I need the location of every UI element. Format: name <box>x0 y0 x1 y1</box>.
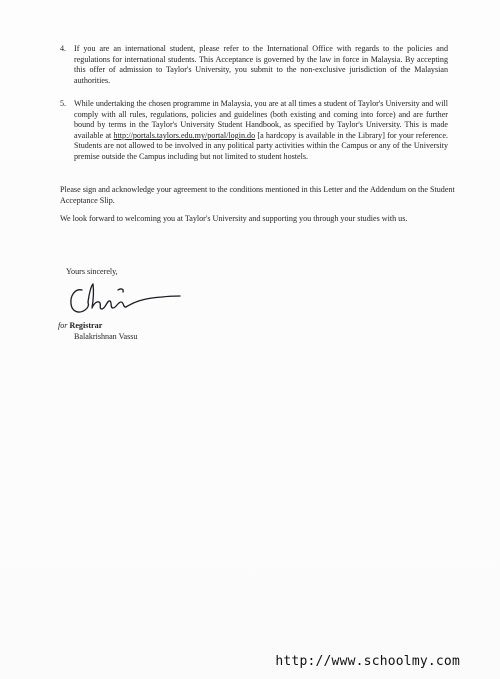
watermark-url: http://www.schoolmy.com <box>275 654 460 669</box>
clause-4 <box>60 44 448 86</box>
signatory-name: Balakrishnan Vassu <box>74 332 138 341</box>
clause-number: 5. <box>60 99 67 108</box>
clause-number: 4. <box>60 44 67 53</box>
welcome-paragraph: We look forward to welcoming you at Taylor's University and supporting you through your studies with us. <box>60 214 408 223</box>
sign-request-paragraph: Please sign and acknowledge your agreement to the conditions mentioned in this Letter and the Addendum on the Student Acceptance Slip. <box>60 185 455 205</box>
clause-text: If you are an international student, please refer to the International Office with regards to the policies and regulations for international students. This Acceptance is governed by the law in force in Malaysia. By accepting this offer of admission to Taylor's University, you submit to the non-exclusive jurisdiction of the Malaysian authorities. <box>74 44 448 85</box>
clause-text-part: [a hardcopy is available in the Library] for your reference. Students are not allowed to be involved in any political party activities within the Campus or any of the University premise outside the Campus including but not limited to student hostels. <box>74 130 448 161</box>
closing-salutation: Yours sincerely, <box>66 267 118 276</box>
clause-5 <box>60 99 448 163</box>
student-portal-link[interactable]: http://portals.taylors.edu.my/portal/login.do <box>113 130 256 140</box>
for-label: for <box>58 321 68 330</box>
signatory-title-line <box>58 321 102 330</box>
clause-text <box>74 99 448 163</box>
handwritten-signature <box>66 278 186 322</box>
signatory-title: Registrar <box>69 321 103 330</box>
clause-text-part: While undertaking the chosen programme in Malaysia, you are at all times a student of Taylor's University and will comply with all rules, regulations, policies and guidelines (both existing and coming into force) and are further bound by terms in the Taylor's University Student Handbook, as specified by Taylor's University. This is made available at <box>74 99 448 140</box>
